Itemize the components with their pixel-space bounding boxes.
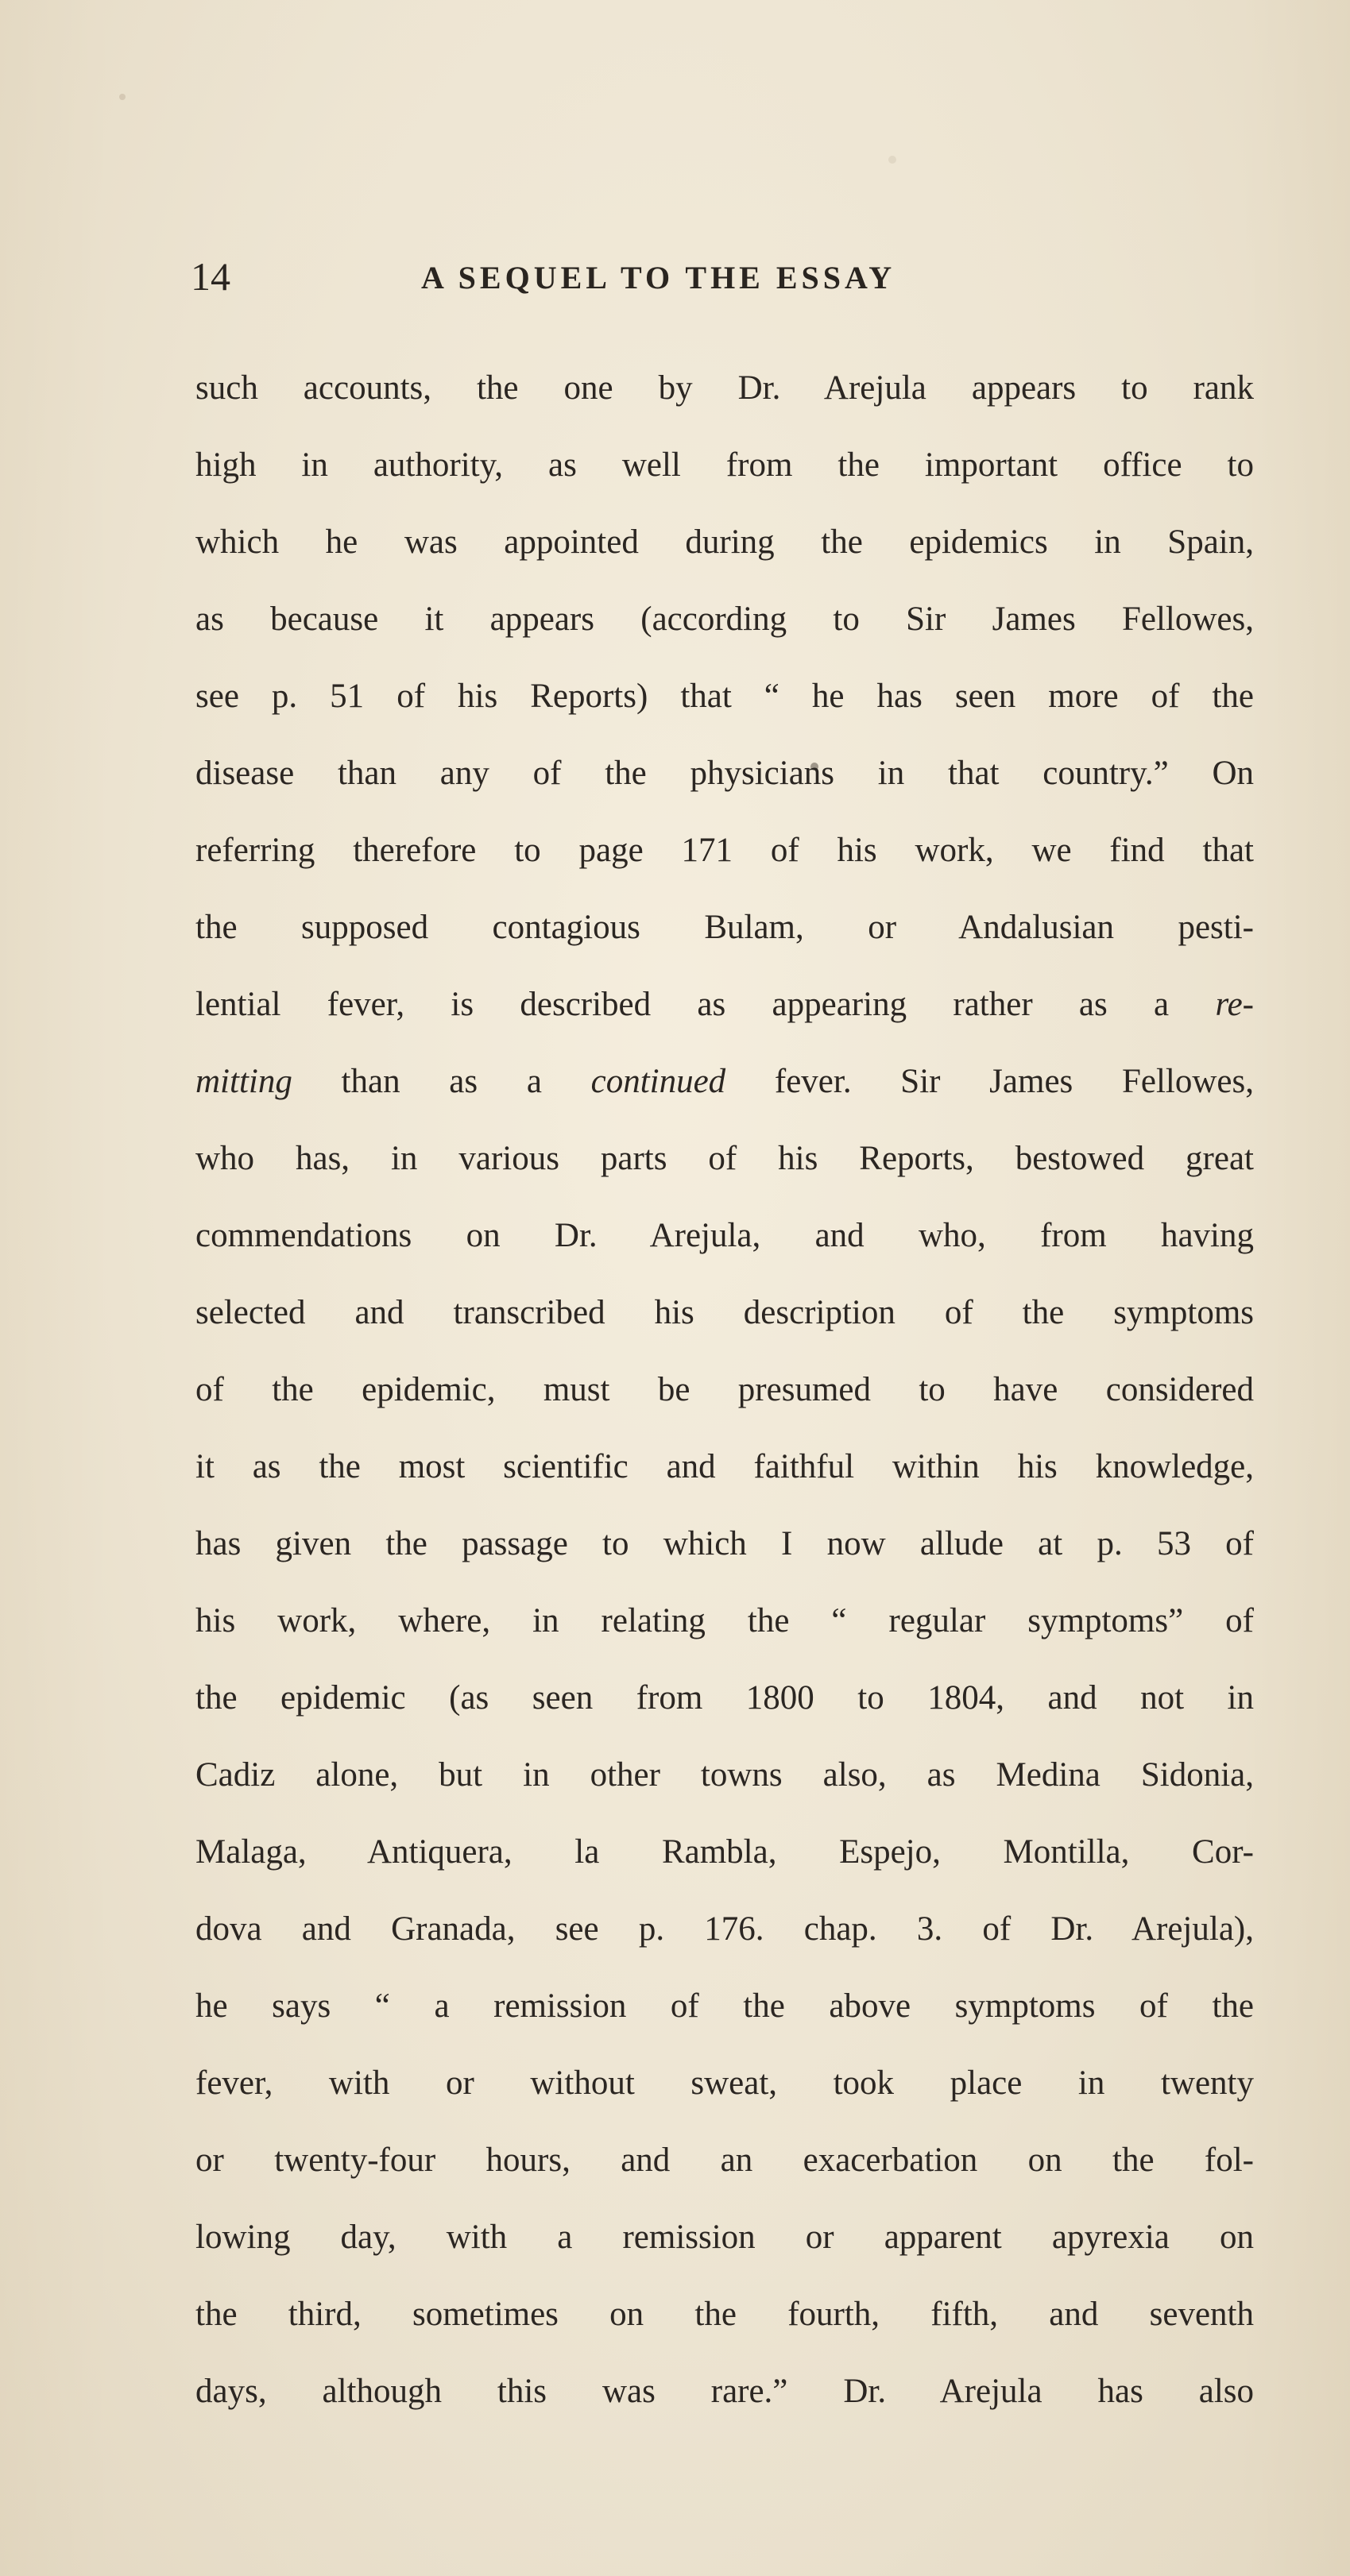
text-line: fever, with or without sweat, took place in twenty [195, 2064, 1254, 2102]
text-segment: than as a [292, 1063, 591, 1100]
text-line: see p. 51 of his Reports) that “ he has seen more of the [195, 678, 1254, 715]
italic-text: re- [1215, 986, 1254, 1023]
text-segment: lential fever, is described as appearing rather as a [195, 986, 1170, 1023]
text-line: or twenty-four hours, and an exacerbation on the fol- [195, 2142, 1254, 2179]
running-head: A SEQUEL TO THE ESSAY [421, 260, 896, 295]
text-line [195, 1043, 1254, 1120]
text-line: has given the passage to which I now allude at p. 53 of [195, 1525, 1254, 1562]
text-line: high in authority, as well from the important office to [195, 446, 1254, 484]
text-line: it as the most scientific and faithful within his knowledge, [195, 1448, 1254, 1485]
text-line: which he was appointed during the epidemics in Spain, [195, 523, 1254, 561]
text-line: the supposed contagious Bulam, or Andalusian pesti- [195, 909, 1254, 946]
italic-text: continued [590, 1063, 726, 1100]
text-line: as because it appears (according to Sir James Fellowes, [195, 601, 1254, 638]
text-line [195, 966, 1254, 1043]
text-line: the epidemic (as seen from 1800 to 1804, and not in [195, 1679, 1254, 1717]
text-line: such accounts, the one by Dr. Arejula appears to rank [195, 369, 1254, 407]
text-line: disease than any of the physicians in that country.” On [195, 755, 1254, 792]
text-line: lowing day, with a remission or apparent apyrexia on [195, 2219, 1254, 2256]
text-line: he says “ a remission of the above symptoms of the [195, 1987, 1254, 2025]
text-segment: fever. Sir James Fellowes, [725, 1063, 1254, 1100]
body-text [195, 350, 1254, 2430]
page-number: 14 [191, 254, 230, 299]
text-line: commendations on Dr. Arejula, and who, from having [195, 1217, 1254, 1254]
text-line: selected and transcribed his description of the symptoms [195, 1294, 1254, 1331]
page-header [191, 253, 1255, 300]
text-line: dova and Granada, see p. 176. chap. 3. of Dr. Arejula), [195, 1910, 1254, 1948]
text-line: of the epidemic, must be presumed to have considered [195, 1371, 1254, 1408]
text-line: Malaga, Antiquera, la Rambla, Espejo, Montilla, Cor- [195, 1833, 1254, 1871]
paper-spot [888, 156, 896, 164]
text-line: the third, sometimes on the fourth, fifth, and seventh [195, 2296, 1254, 2333]
text-line: referring therefore to page 171 of his work, we find that [195, 832, 1254, 869]
text-line: Cadiz alone, but in other towns also, as Medina Sidonia, [195, 1756, 1254, 1794]
text-line: his work, where, in relating the “ regular symptoms” of [195, 1602, 1254, 1639]
text-line: days, although this was rare.” Dr. Arejula has also [195, 2373, 1254, 2410]
text-line: who has, in various parts of his Reports, bestowed great [195, 1140, 1254, 1177]
italic-text: mitting [195, 1063, 292, 1100]
paper-spot [119, 94, 126, 100]
